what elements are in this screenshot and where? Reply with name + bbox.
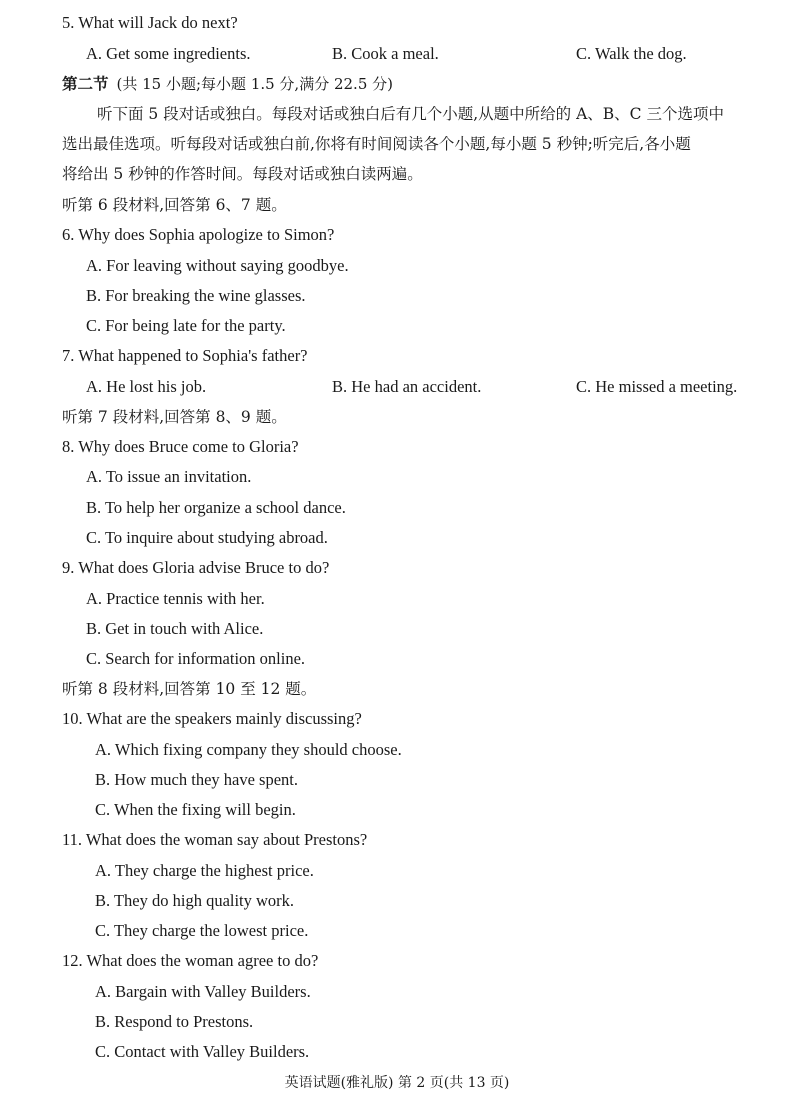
question-9-option-b: B. Get in touch with Alice. [86,619,264,638]
question-5-option-b: B. Cook a meal. [332,44,439,63]
question-8-option-b: B. To help her organize a school dance. [86,498,346,517]
question-11-option-a: A. They charge the highest price. [95,861,314,880]
question-9-stem: 9. What does Gloria advise Bruce to do? [62,558,330,577]
question-7-options [86,372,786,402]
question-9-option-c: C. Search for information online. [86,649,306,668]
question-10-stem: 10. What are the speakers mainly discussing? [62,709,362,728]
question-12-option-b: B. Respond to Prestons. [95,1012,254,1031]
question-8-option-c: C. To inquire about studying abroad. [86,528,328,547]
question-7-option-b: B. He had an accident. [332,377,482,396]
question-7-option-a: A. He lost his job. [86,377,207,396]
segment-6-heading: 听第 6 段材料,回答第 6、7 题。 [62,196,287,214]
segment-7-heading: 听第 7 段材料,回答第 8、9 题。 [62,408,287,426]
question-12-stem: 12. What does the woman agree to do? [62,951,319,970]
question-6-option-a: A. For leaving without saying goodbye. [86,256,349,275]
section-2-header [62,69,393,99]
question-10-option-b: B. How much they have spent. [95,770,299,789]
section-2-note: (共 15 小题;每小题 1.5 分,满分 22.5 分) [116,75,393,93]
question-8-option-a: A. To issue an invitation. [86,467,252,486]
question-5-option-c: C. Walk the dog. [576,44,687,63]
question-12-option-a: A. Bargain with Valley Builders. [95,982,311,1001]
question-5-option-a: A. Get some ingredients. [86,44,251,63]
segment-8-heading: 听第 8 段材料,回答第 10 至 12 题。 [62,680,317,698]
section-2-instruction-2: 选出最佳选项。听每段对话或独白前,你将有时间阅读各个小题,每小题 5 秒钟;听完后,各小题 [62,135,691,153]
question-10-option-c: C. When the fixing will begin. [95,800,296,819]
section-2-title: 第二节 [62,74,109,93]
question-12-option-c: C. Contact with Valley Builders. [95,1042,310,1061]
question-9-option-a: A. Practice tennis with her. [86,589,265,608]
question-11-stem: 11. What does the woman say about Prestons? [62,830,368,849]
question-11-option-c: C. They charge the lowest price. [95,921,309,940]
section-2-instruction-1: 听下面 5 段对话或独白。每段对话或独白后有几个小题,从题中所给的 A、B、C 三个选项中 [97,105,724,123]
question-6-stem: 6. Why does Sophia apologize to Simon? [62,225,335,244]
question-7-option-c: C. He missed a meeting. [576,377,738,396]
section-2-instruction-3: 将给出 5 秒钟的作答时间。每段对话或独白读两遍。 [62,165,423,183]
question-6-option-c: C. For being late for the party. [86,316,286,335]
question-5-options [86,39,786,69]
question-8-stem: 8. Why does Bruce come to Gloria? [62,437,299,456]
question-5-stem: 5. What will Jack do next? [62,13,238,32]
question-7-stem: 7. What happened to Sophia's father? [62,346,308,365]
question-10-option-a: A. Which fixing company they should choose. [95,740,402,759]
question-11-option-b: B. They do high quality work. [95,891,295,910]
question-6-option-b: B. For breaking the wine glasses. [86,286,306,305]
page-footer: 英语试题(雅礼版) 第 2 页(共 13 页) [284,1075,510,1091]
